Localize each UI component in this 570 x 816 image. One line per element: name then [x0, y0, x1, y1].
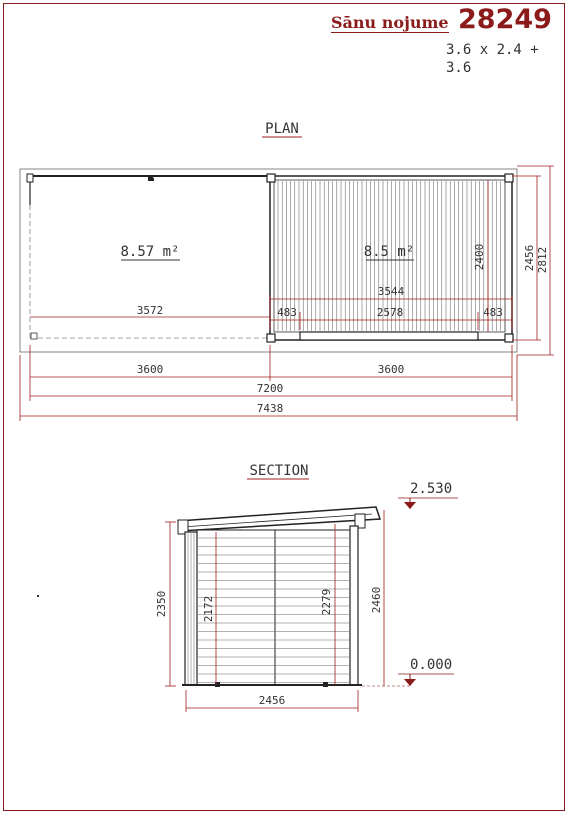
- section-heading: SECTION: [249, 463, 309, 479]
- section-right-wall: [350, 526, 358, 685]
- dim-3600-left: 3600: [136, 363, 164, 376]
- post-bottom-left: [31, 333, 37, 339]
- beam-mark: [148, 176, 153, 181]
- dim-2578: 2578: [376, 306, 404, 319]
- dim-3544: 3544: [377, 285, 405, 298]
- shed-corner-tr: [505, 174, 513, 182]
- dim-2350: 2350: [155, 590, 168, 618]
- level-bottom-label: 0.000: [410, 657, 453, 673]
- dim-2456: 2456: [523, 244, 536, 272]
- roof-outline: [20, 169, 517, 352]
- product-dimensions: 3.6 x 2.4 + 3.6: [446, 42, 539, 76]
- dim-3600-right: 3600: [377, 363, 405, 376]
- post-top-left: [27, 174, 33, 182]
- stray-mark: [37, 595, 39, 597]
- section-drawing: [155, 463, 458, 712]
- dim-2279: 2279: [320, 588, 333, 616]
- level-top-label: 2.530: [410, 481, 453, 497]
- floor-bolt-right: [323, 682, 328, 687]
- dim-3572: 3572: [136, 304, 164, 317]
- dim-2400: 2400: [473, 243, 486, 271]
- area-open-label: 8.57 m²: [120, 244, 180, 260]
- plan-heading: PLAN: [265, 121, 299, 137]
- shed-corner-bl: [267, 334, 275, 342]
- drawing-title: Sānu nojume: [331, 13, 449, 32]
- area-closed-label: 8.5 m²: [363, 244, 415, 260]
- dim-483-right: 483: [483, 306, 503, 319]
- shed-corner-br: [505, 334, 513, 342]
- dim-2460: 2460: [370, 586, 383, 614]
- shed-corner-tl: [267, 174, 275, 182]
- plan-drawing: [20, 121, 554, 421]
- dim-2172: 2172: [202, 595, 215, 623]
- dim-483-left: 483: [277, 306, 297, 319]
- product-code: 28249: [458, 4, 552, 35]
- dim-7200: 7200: [256, 382, 284, 395]
- dim-2812: 2812: [536, 246, 549, 274]
- dim-2456-section: 2456: [258, 694, 286, 707]
- shed-door-opening: [300, 332, 478, 340]
- dim-7438: 7438: [256, 402, 284, 415]
